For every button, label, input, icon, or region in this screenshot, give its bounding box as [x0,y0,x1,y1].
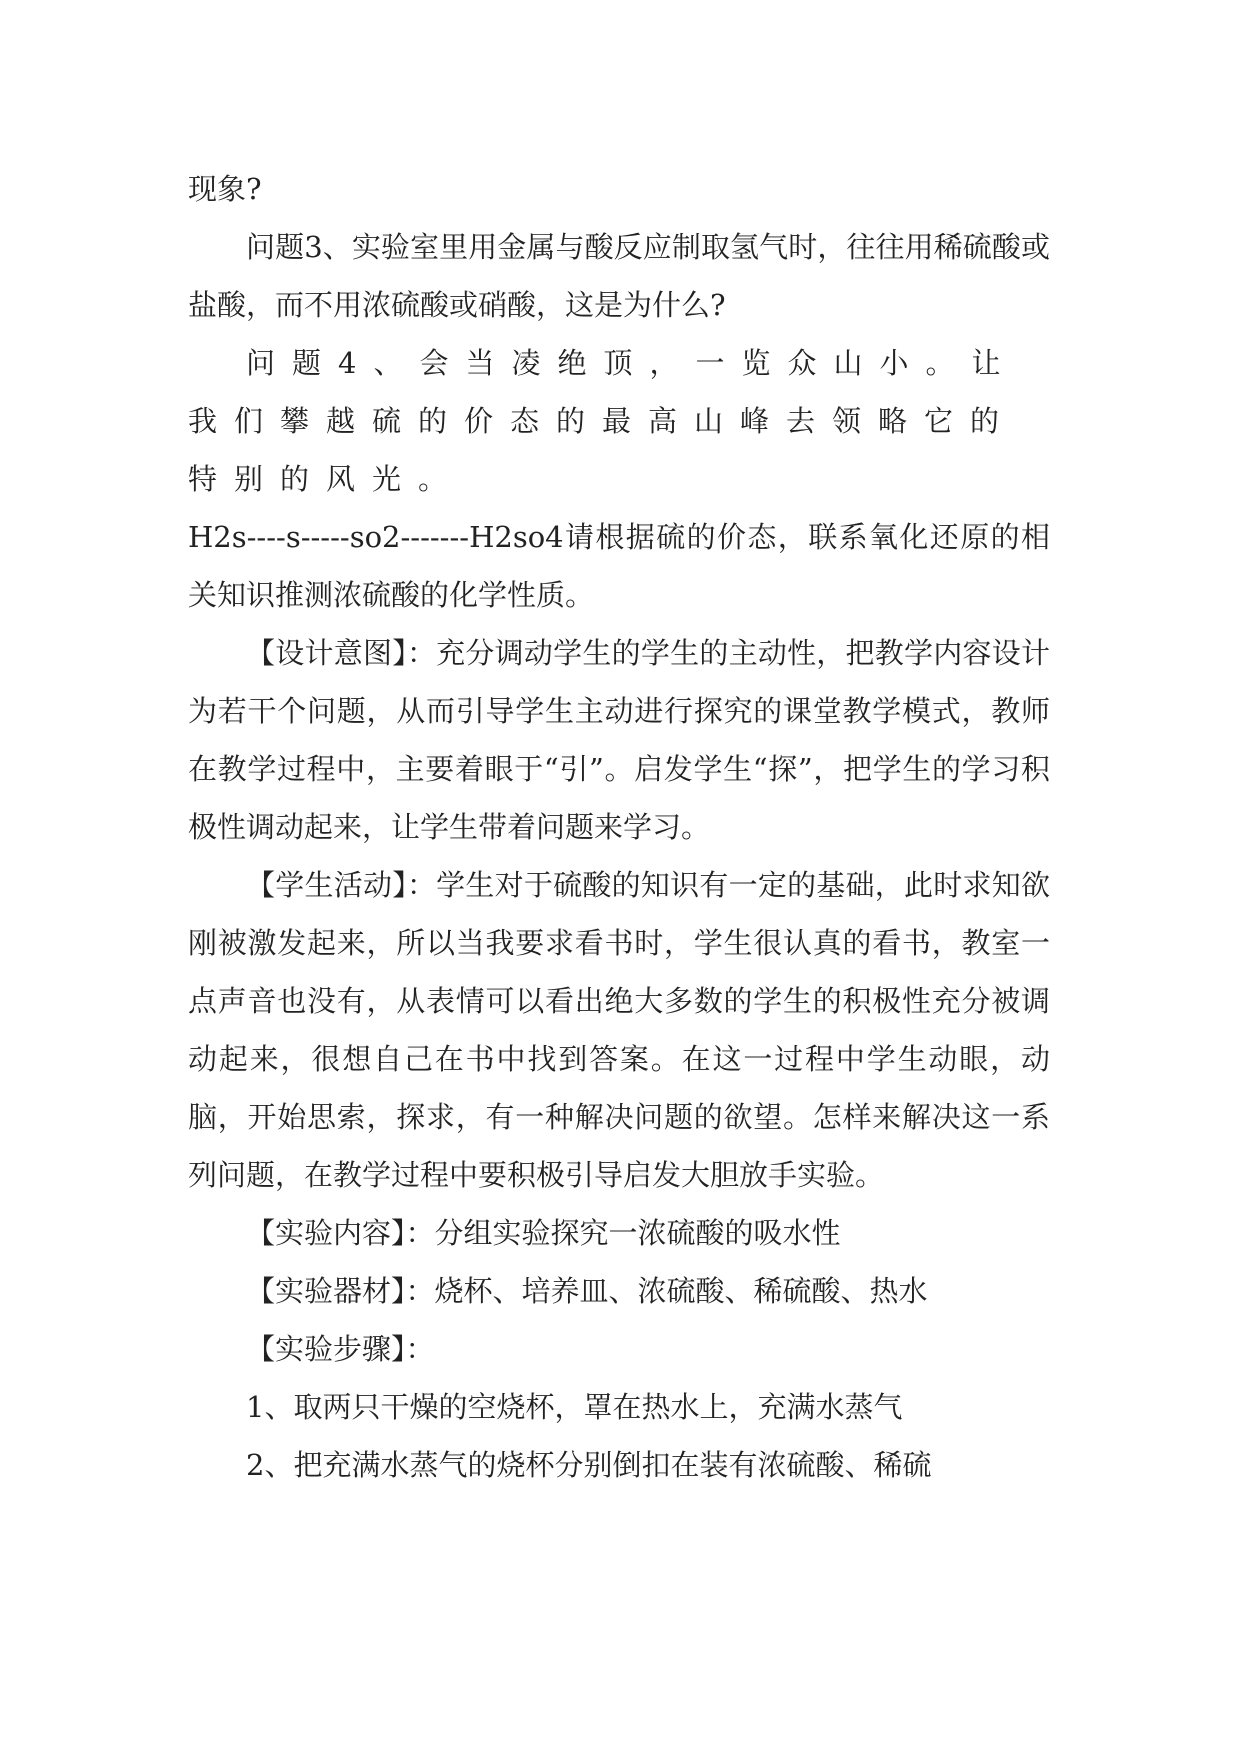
paragraph-sulfur-valence: H2s----s-----so2-------H2so4请根据硫的价态，联系氧化还原的相关知识推测浓硫酸的化学性质。 [188,520,1050,612]
paragraph-experiment-steps-heading: 【实验步骤】： [246,1332,435,1366]
paragraph-step-1: 1、取两只干燥的空烧杯，罩在热水上，充满水蒸气 [246,1390,903,1424]
paragraph-step-2: 2、把充满水蒸气的烧杯分别倒扣在装有浓硫酸、稀硫 [246,1448,932,1482]
paragraph-student-activity: 【学生活动】：学生对于硫酸的知识有一定的基础，此时求知欲刚被激发起来，所以当我要求看书时，学生很认真的看书，教室一点声音也没有，从表情可以看出绝大多数的学生的积极性充分被调动起来，很想自己在书中找到答案。在这一过程中学生动眼，动脑，开始思索，探求，有一种解决问题的欲望。怎样来解决这一系列问题，在教学过程中要积极引导启发大胆放手实验。 [188,868,1050,1192]
paragraph-continuation: 现象? [188,172,262,206]
paragraph-experiment-equipment: 【实验器材】：烧杯、培养皿、浓硫酸、稀硫酸、热水 [246,1274,928,1308]
paragraph-design-intent: 【设计意图】：充分调动学生的学生的主动性，把教学内容设计为若干个问题，从而引导学生主动进行探究的课堂教学模式，教师在教学过程中，主要着眼于“引”。启发学生“探”，把学生的学习积极性调动起来，让学生带着问题来学习。 [188,636,1050,844]
paragraph-question-3: 问题3、实验室里用金属与酸反应制取氢气时，往往用稀硫酸或盐酸，而不用浓硫酸或硝酸，这是为什么? [188,230,1050,322]
document-body [188,160,1050,1494]
paragraph-experiment-content: 【实验内容】：分组实验探究一浓硫酸的吸水性 [246,1216,841,1250]
paragraph-question-4: 问题4、会当凌绝顶，一览众山小。让我们攀越硫的价态的最高山峰去领略它的特别的风光。 [188,346,1018,496]
